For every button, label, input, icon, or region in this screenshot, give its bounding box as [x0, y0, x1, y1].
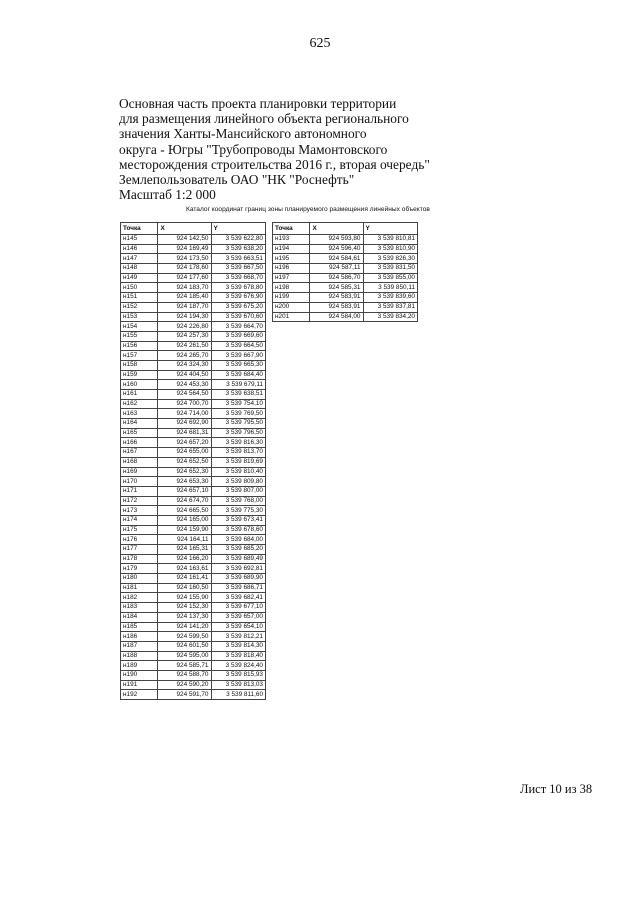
- table-header-row: [121, 223, 266, 235]
- cell-y: 3 539 657,00: [211, 612, 266, 622]
- column-header-x: X: [158, 223, 211, 235]
- table-row: [121, 641, 266, 651]
- cell-point: н190: [121, 670, 158, 680]
- cell-x: 924 657,20: [158, 438, 211, 448]
- cell-x: 924 601,50: [158, 641, 211, 651]
- cell-y: 3 539 678,60: [211, 525, 266, 535]
- cell-x: 924 453,30: [158, 380, 211, 390]
- table-row: [121, 360, 266, 370]
- column-header-point: Точка: [273, 223, 310, 235]
- cell-y: 3 539 668,70: [211, 273, 266, 283]
- cell-y: 3 539 667,90: [211, 351, 266, 361]
- cell-point: н160: [121, 380, 158, 390]
- table-row: [121, 419, 266, 429]
- table-row: [121, 680, 266, 690]
- cell-x: 924 585,31: [310, 283, 363, 293]
- cell-x: 924 587,11: [310, 264, 363, 274]
- table-row: [121, 438, 266, 448]
- cell-x: 924 564,50: [158, 390, 211, 400]
- cell-point: н145: [121, 235, 158, 245]
- cell-point: н200: [273, 302, 310, 312]
- table-row: [273, 302, 418, 312]
- table-row: [121, 293, 266, 303]
- cell-x: 924 583,91: [310, 293, 363, 303]
- table-row: [273, 235, 418, 245]
- cell-x: 924 591,70: [158, 690, 211, 700]
- cell-y: 3 539 812,21: [211, 632, 266, 642]
- table-row: [121, 351, 266, 361]
- cell-y: 3 539 678,80: [211, 283, 266, 293]
- coordinates-table-left: [120, 222, 266, 700]
- cell-x: 924 159,90: [158, 525, 211, 535]
- table-row: [121, 545, 266, 555]
- table-row: [121, 448, 266, 458]
- cell-x: 924 141,20: [158, 622, 211, 632]
- cell-x: 924 194,30: [158, 312, 211, 322]
- cell-x: 924 166,20: [158, 554, 211, 564]
- cell-x: 924 595,00: [158, 651, 211, 661]
- heading-line: Масштаб 1:2 000: [119, 187, 216, 203]
- coordinates-table-right: [272, 222, 418, 322]
- cell-point: н189: [121, 661, 158, 671]
- cell-point: н182: [121, 593, 158, 603]
- table-row: [121, 283, 266, 293]
- table-row: [121, 632, 266, 642]
- sheet-counter: Лист 10 из 38: [520, 782, 593, 796]
- cell-x: 924 584,00: [310, 312, 363, 322]
- cell-x: 924 586,70: [310, 273, 363, 283]
- cell-y: 3 539 664,70: [211, 322, 266, 332]
- cell-x: 924 665,50: [158, 506, 211, 516]
- heading-line: для размещения линейного объекта регионального: [119, 111, 409, 127]
- cell-y: 3 539 664,50: [211, 341, 266, 351]
- table-row: [121, 467, 266, 477]
- cell-y: 3 539 810,90: [363, 244, 418, 254]
- table-row: [121, 525, 266, 535]
- heading-line: округа - Югры "Трубопроводы Мамонтовского: [119, 141, 388, 157]
- cell-y: 3 539 638,20: [211, 244, 266, 254]
- cell-x: 924 674,70: [158, 496, 211, 506]
- cell-point: н166: [121, 438, 158, 448]
- cell-y: 3 539 850,11: [363, 283, 418, 293]
- cell-point: н196: [273, 264, 310, 274]
- cell-point: н163: [121, 409, 158, 419]
- table-row: [121, 254, 266, 264]
- cell-y: 3 539 684,00: [211, 535, 266, 545]
- column-header-point: Точка: [121, 223, 158, 235]
- table-row: [121, 428, 266, 438]
- heading-line: Основная часть проекта планировки территории: [119, 96, 397, 111]
- cell-point: н180: [121, 574, 158, 584]
- table-row: [121, 312, 266, 322]
- cell-y: 3 539 831,50: [363, 264, 418, 274]
- cell-y: 3 539 754,10: [211, 399, 266, 409]
- table-row: [121, 554, 266, 564]
- table-row: [121, 535, 266, 545]
- cell-point: н146: [121, 244, 158, 254]
- cell-x: 924 652,50: [158, 457, 211, 467]
- table-row: [121, 564, 266, 574]
- table-row: [273, 293, 418, 303]
- cell-y: 3 539 824,40: [211, 661, 266, 671]
- cell-y: 3 539 689,90: [211, 574, 266, 584]
- cell-x: 924 137,30: [158, 612, 211, 622]
- cell-point: н174: [121, 515, 158, 525]
- table-row: [121, 390, 266, 400]
- cell-point: н155: [121, 331, 158, 341]
- cell-y: 3 539 810,40: [211, 467, 266, 477]
- cell-y: 3 539 685,20: [211, 545, 266, 555]
- table-row: [121, 515, 266, 525]
- table-row: [121, 506, 266, 516]
- cell-y: 3 539 676,90: [211, 293, 266, 303]
- cell-point: н153: [121, 312, 158, 322]
- cell-point: н177: [121, 545, 158, 555]
- cell-y: 3 539 667,50: [211, 264, 266, 274]
- cell-x: 924 653,30: [158, 477, 211, 487]
- cell-point: н179: [121, 564, 158, 574]
- cell-point: н199: [273, 293, 310, 303]
- table-row: [273, 244, 418, 254]
- cell-x: 924 165,31: [158, 545, 211, 555]
- cell-point: н186: [121, 632, 158, 642]
- cell-y: 3 539 809,80: [211, 477, 266, 487]
- table-row: [121, 341, 266, 351]
- cell-x: 924 404,50: [158, 370, 211, 380]
- cell-y: 3 539 855,00: [363, 273, 418, 283]
- table-row: [121, 273, 266, 283]
- table-row: [121, 244, 266, 254]
- cell-point: н181: [121, 583, 158, 593]
- cell-y: 3 539 654,10: [211, 622, 266, 632]
- cell-y: 3 539 622,80: [211, 235, 266, 245]
- table-row: [121, 409, 266, 419]
- cell-point: н197: [273, 273, 310, 283]
- cell-point: н176: [121, 535, 158, 545]
- table-row: [121, 661, 266, 671]
- cell-y: 3 539 673,41: [211, 515, 266, 525]
- cell-y: 3 539 769,50: [211, 409, 266, 419]
- cell-point: н164: [121, 419, 158, 429]
- cell-y: 3 539 839,60: [363, 293, 418, 303]
- cell-x: 924 183,70: [158, 283, 211, 293]
- cell-y: 3 539 810,81: [363, 235, 418, 245]
- cell-x: 924 657,10: [158, 486, 211, 496]
- table-row: [121, 302, 266, 312]
- table-row: [273, 283, 418, 293]
- column-header-y: Y: [211, 223, 266, 235]
- cell-y: 3 539 670,60: [211, 312, 266, 322]
- cell-y: 3 539 826,30: [363, 254, 418, 264]
- table-row: [121, 593, 266, 603]
- table-row: [121, 651, 266, 661]
- cell-y: 3 539 816,30: [211, 438, 266, 448]
- cell-y: 3 539 663,51: [211, 254, 266, 264]
- cell-y: 3 539 813,03: [211, 680, 266, 690]
- cell-point: н152: [121, 302, 158, 312]
- cell-y: 3 539 818,40: [211, 651, 266, 661]
- cell-x: 924 590,20: [158, 680, 211, 690]
- cell-x: 924 169,49: [158, 244, 211, 254]
- cell-x: 924 163,61: [158, 564, 211, 574]
- cell-point: н157: [121, 351, 158, 361]
- cell-point: н183: [121, 603, 158, 613]
- table-row: [121, 496, 266, 506]
- cell-point: н187: [121, 641, 158, 651]
- cell-x: 924 596,40: [310, 244, 363, 254]
- table-row: [121, 583, 266, 593]
- table-row: [121, 322, 266, 332]
- table-row: [121, 264, 266, 274]
- cell-y: 3 539 834,20: [363, 312, 418, 322]
- cell-x: 924 187,70: [158, 302, 211, 312]
- cell-x: 924 164,11: [158, 535, 211, 545]
- cell-x: 924 583,91: [310, 302, 363, 312]
- cell-x: 924 584,61: [310, 254, 363, 264]
- cell-point: н171: [121, 486, 158, 496]
- cell-x: 924 257,30: [158, 331, 211, 341]
- cell-point: н165: [121, 428, 158, 438]
- table-row: [121, 622, 266, 632]
- cell-y: 3 539 813,70: [211, 448, 266, 458]
- cell-x: 924 226,80: [158, 322, 211, 332]
- cell-point: н148: [121, 264, 158, 274]
- cell-y: 3 539 682,41: [211, 593, 266, 603]
- cell-y: 3 539 638,51: [211, 390, 266, 400]
- cell-y: 3 539 814,30: [211, 641, 266, 651]
- cell-x: 924 177,60: [158, 273, 211, 283]
- cell-y: 3 539 768,00: [211, 496, 266, 506]
- table-row: [273, 312, 418, 322]
- cell-x: 924 585,71: [158, 661, 211, 671]
- table-body: [121, 235, 266, 700]
- cell-point: н151: [121, 293, 158, 303]
- cell-y: 3 539 675,20: [211, 302, 266, 312]
- cell-y: 3 539 692,81: [211, 564, 266, 574]
- column-header-x: X: [310, 223, 363, 235]
- cell-y: 3 539 677,10: [211, 603, 266, 613]
- heading-line: месторождения строительства 2016 г., вторая очередь": [119, 156, 430, 172]
- table-row: [121, 612, 266, 622]
- cell-point: н161: [121, 390, 158, 400]
- cell-x: 924 655,00: [158, 448, 211, 458]
- cell-x: 924 160,50: [158, 583, 211, 593]
- cell-x: 924 588,70: [158, 670, 211, 680]
- table-row: [273, 254, 418, 264]
- heading-line: значения Ханты-Мансийского автономного: [119, 126, 367, 142]
- cell-point: н150: [121, 283, 158, 293]
- cell-y: 3 539 815,93: [211, 670, 266, 680]
- cell-y: 3 539 689,49: [211, 554, 266, 564]
- cell-y: 3 539 684,40: [211, 370, 266, 380]
- cell-point: н175: [121, 525, 158, 535]
- cell-x: 924 173,50: [158, 254, 211, 264]
- cell-point: н173: [121, 506, 158, 516]
- cell-x: 924 652,30: [158, 467, 211, 477]
- cell-x: 924 178,60: [158, 264, 211, 274]
- table-row: [121, 235, 266, 245]
- cell-point: н172: [121, 496, 158, 506]
- cell-x: 924 324,30: [158, 360, 211, 370]
- cell-x: 924 714,00: [158, 409, 211, 419]
- cell-x: 924 161,41: [158, 574, 211, 584]
- cell-point: н185: [121, 622, 158, 632]
- table-header-row: [273, 223, 418, 235]
- cell-point: н156: [121, 341, 158, 351]
- table-row: [121, 603, 266, 613]
- table-row: [121, 380, 266, 390]
- cell-point: н188: [121, 651, 158, 661]
- table-row: [121, 399, 266, 409]
- cell-x: 924 155,90: [158, 593, 211, 603]
- cell-point: н169: [121, 467, 158, 477]
- table-caption: Каталог координат границ зоны планируемого размещения линейных объектов: [186, 206, 430, 213]
- cell-y: 3 539 686,71: [211, 583, 266, 593]
- cell-point: н178: [121, 554, 158, 564]
- heading-line: Землепользователь ОАО "НК "Роснефть": [119, 172, 355, 188]
- table-row: [121, 670, 266, 680]
- cell-point: н201: [273, 312, 310, 322]
- table-row: [121, 486, 266, 496]
- cell-y: 3 539 775,30: [211, 506, 266, 516]
- cell-x: 924 692,90: [158, 419, 211, 429]
- cell-point: н184: [121, 612, 158, 622]
- column-header-y: Y: [363, 223, 418, 235]
- table-row: [121, 477, 266, 487]
- cell-y: 3 539 679,11: [211, 380, 266, 390]
- cell-x: 924 152,30: [158, 603, 211, 613]
- cell-x: 924 700,70: [158, 399, 211, 409]
- cell-point: н194: [273, 244, 310, 254]
- cell-y: 3 539 819,69: [211, 457, 266, 467]
- cell-point: н159: [121, 370, 158, 380]
- table-row: [121, 370, 266, 380]
- cell-x: 924 681,31: [158, 428, 211, 438]
- cell-point: н158: [121, 360, 158, 370]
- table-row: [121, 574, 266, 584]
- table-body: [273, 235, 418, 322]
- cell-y: 3 539 837,81: [363, 302, 418, 312]
- cell-point: н168: [121, 457, 158, 467]
- cell-x: 924 593,80: [310, 235, 363, 245]
- cell-point: н149: [121, 273, 158, 283]
- cell-point: н198: [273, 283, 310, 293]
- table-row: [121, 457, 266, 467]
- cell-x: 924 165,00: [158, 515, 211, 525]
- cell-y: 3 539 796,50: [211, 428, 266, 438]
- cell-point: н167: [121, 448, 158, 458]
- cell-x: 924 185,40: [158, 293, 211, 303]
- cell-y: 3 539 807,00: [211, 486, 266, 496]
- table-row: [273, 273, 418, 283]
- cell-point: н154: [121, 322, 158, 332]
- cell-x: 924 265,70: [158, 351, 211, 361]
- cell-x: 924 261,50: [158, 341, 211, 351]
- cell-point: н195: [273, 254, 310, 264]
- cell-y: 3 539 665,30: [211, 360, 266, 370]
- cell-point: н162: [121, 399, 158, 409]
- cell-y: 3 539 669,60: [211, 331, 266, 341]
- cell-x: 924 599,50: [158, 632, 211, 642]
- table-row: [273, 264, 418, 274]
- cell-y: 3 539 811,60: [211, 690, 266, 700]
- cell-point: н193: [273, 235, 310, 245]
- cell-point: н191: [121, 680, 158, 690]
- table-row: [121, 690, 266, 700]
- document-heading: [119, 96, 439, 202]
- table-row: [121, 331, 266, 341]
- cell-point: н170: [121, 477, 158, 487]
- cell-y: 3 539 795,50: [211, 419, 266, 429]
- cell-point: н147: [121, 254, 158, 264]
- cell-point: н192: [121, 690, 158, 700]
- page-number: 625: [309, 36, 331, 51]
- cell-x: 924 142,50: [158, 235, 211, 245]
